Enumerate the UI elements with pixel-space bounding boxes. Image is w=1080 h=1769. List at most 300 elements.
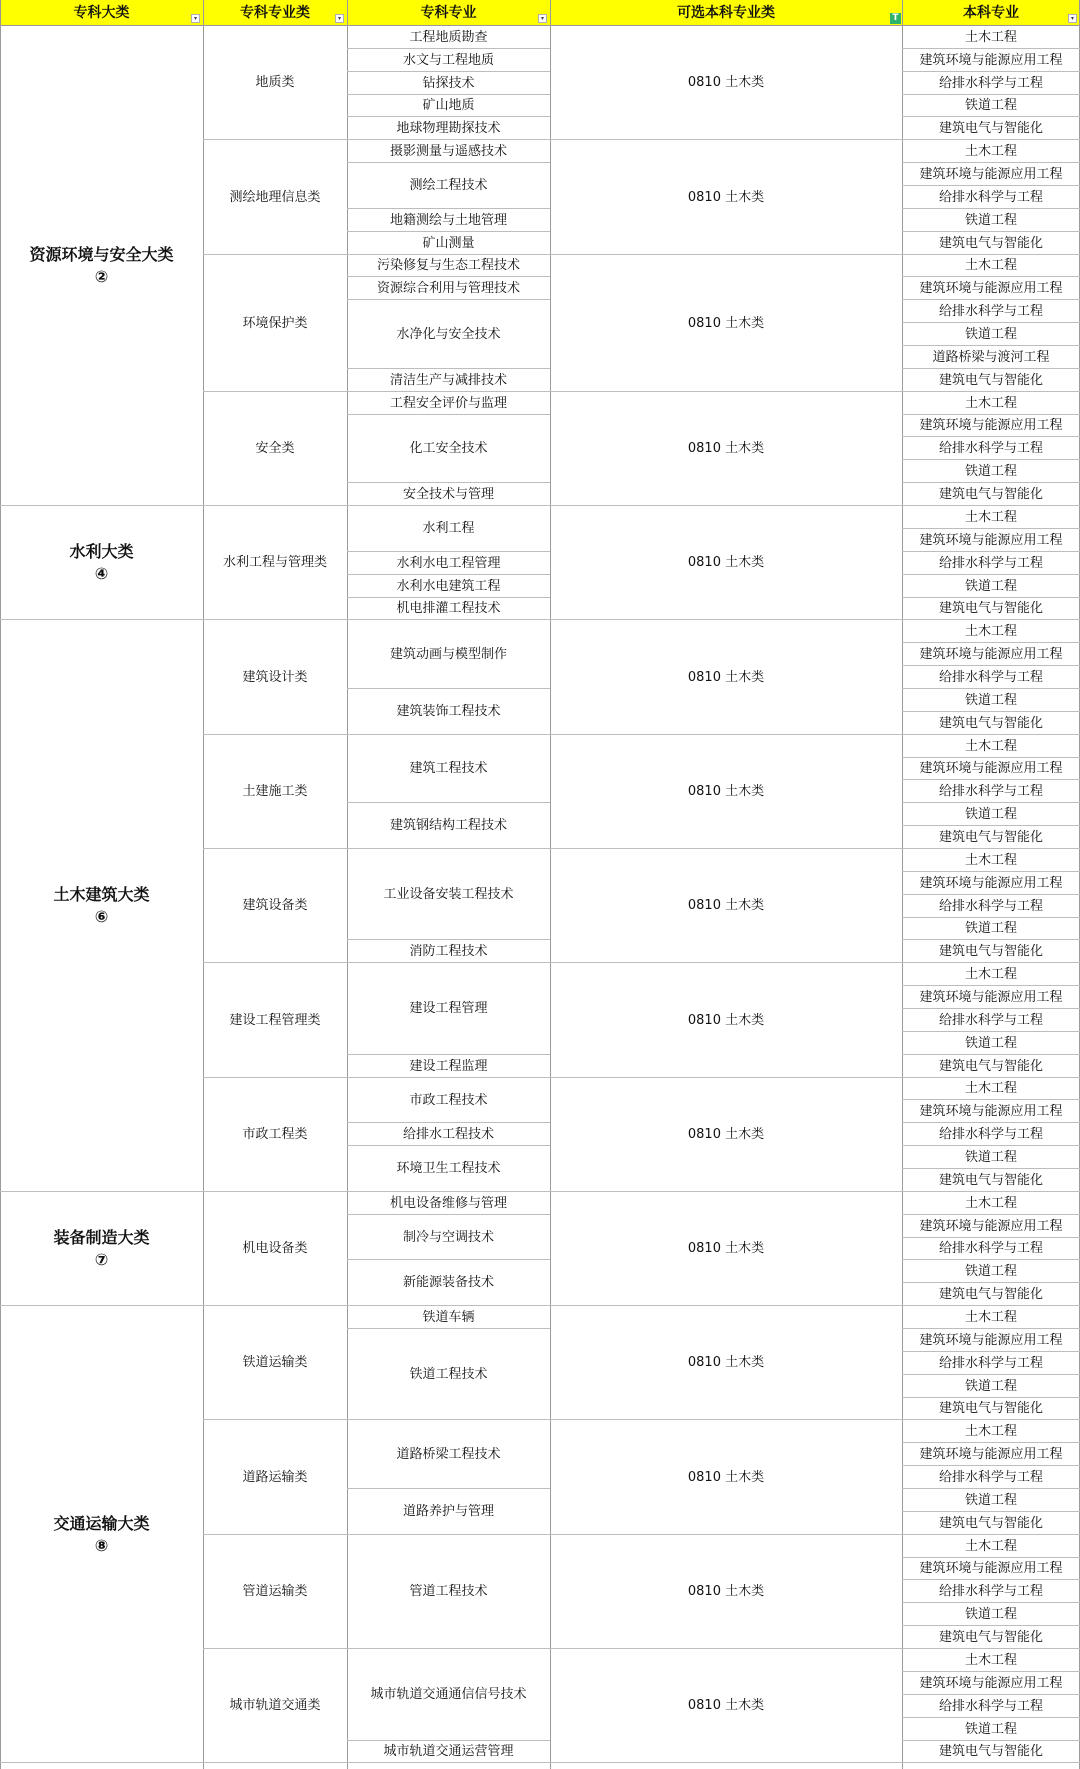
bachelor-major-cell[interactable]: 土木工程 <box>902 1649 1080 1672</box>
header-label: 本科专业 <box>963 5 1019 21</box>
grid-line <box>347 368 550 369</box>
bachelor-major-cell[interactable]: 道路桥梁与渡河工程 <box>902 346 1080 369</box>
bachelor-major-cell[interactable]: 建筑环境与能源应用工程 <box>902 1215 1080 1238</box>
grid-line <box>347 505 550 506</box>
bachelor-major-cell[interactable]: 给排水科学与工程 <box>902 186 1080 209</box>
major-cell[interactable]: 消防工程技术 <box>347 940 550 963</box>
grid-line <box>902 1145 1080 1146</box>
grid-line <box>0 25 1080 26</box>
grid-line <box>902 71 1080 72</box>
major-cell[interactable]: 污染修复与生态工程技术 <box>347 255 550 277</box>
grid-line <box>902 459 1080 460</box>
grid-line <box>347 1214 550 1215</box>
grid-line <box>203 734 347 735</box>
bachelor-major-cell[interactable]: 建筑环境与能源应用工程 <box>902 872 1080 895</box>
grid-line <box>902 1557 1080 1558</box>
grid-line <box>902 345 1080 346</box>
grid-line <box>347 734 550 735</box>
header-bachelor-major[interactable] <box>902 0 1080 26</box>
grid-line <box>347 94 550 95</box>
grid-line <box>203 1305 347 1306</box>
bachelor-major-cell[interactable]: 建筑环境与能源应用工程 <box>902 415 1080 437</box>
bachelor-major-cell[interactable]: 土木工程 <box>902 1535 1080 1558</box>
bachelor-major-cell[interactable]: 建筑环境与能源应用工程 <box>902 1672 1080 1695</box>
grid-line <box>902 1762 1080 1763</box>
major-cell[interactable]: 城市轨道交通运营管理 <box>347 1741 550 1763</box>
major-cell[interactable]: 建筑钢结构工程技术 <box>347 803 550 849</box>
bachelor-major-cell[interactable]: 铁道工程 <box>902 460 1080 483</box>
major-class-cell[interactable]: 机电设备类 <box>203 1192 347 1306</box>
bachelor-major-cell[interactable]: 建筑电气与智能化 <box>902 598 1080 620</box>
grid-line <box>902 962 1080 963</box>
bachelor-class-cell[interactable]: 0810 土木类 <box>550 1420 902 1535</box>
bachelor-major-cell[interactable]: 给排水科学与工程 <box>902 666 1080 689</box>
grid-line <box>902 1602 1080 1603</box>
grid-line <box>347 1305 550 1306</box>
bachelor-major-cell[interactable]: 建筑电气与智能化 <box>902 1398 1080 1420</box>
grid-line <box>902 116 1080 117</box>
major-class-cell[interactable]: 土建施工类 <box>203 735 347 849</box>
grid-line <box>347 1259 550 1260</box>
bachelor-major-cell[interactable]: 给排水科学与工程 <box>902 895 1080 918</box>
grid-line <box>902 368 1080 369</box>
grid-line <box>347 276 550 277</box>
grid-line <box>902 162 1080 163</box>
grid-line <box>902 1717 1080 1718</box>
grid-line <box>902 1054 1080 1055</box>
bachelor-major-cell[interactable]: 铁道工程 <box>902 1260 1080 1283</box>
grid-line <box>902 528 1080 529</box>
grid-line <box>902 254 1080 255</box>
major-category-cell[interactable] <box>0 1306 203 1763</box>
grid-line <box>347 71 550 72</box>
major-cell[interactable]: 道路桥梁工程技术 <box>347 1420 550 1489</box>
grid-line <box>902 322 1080 323</box>
major-cell[interactable]: 建筑装饰工程技术 <box>347 689 550 735</box>
bachelor-class-cell[interactable]: 0810 土木类 <box>550 140 902 255</box>
filter-dropdown-icon[interactable]: ▾ <box>1068 14 1077 23</box>
bachelor-major-cell[interactable]: 铁道工程 <box>902 918 1080 940</box>
major-cell[interactable]: 城市轨道交通通信信号技术 <box>347 1649 550 1741</box>
header-label: 可选本科专业类 <box>677 5 775 21</box>
bachelor-major-cell[interactable]: 铁道工程 <box>902 1146 1080 1169</box>
major-cell[interactable]: 矿山测量 <box>347 232 550 255</box>
major-cell[interactable]: 机电设备维修与管理 <box>347 1192 550 1215</box>
bachelor-major-cell[interactable]: 给排水科学与工程 <box>902 1466 1080 1489</box>
bachelor-major-cell[interactable]: 建筑电气与智能化 <box>902 1055 1080 1078</box>
category-number: ⑧ <box>94 1535 109 1555</box>
grid-line <box>902 825 1080 826</box>
grid-line <box>902 939 1080 940</box>
bachelor-class-cell[interactable]: 0810 土木类 <box>550 735 902 849</box>
grid-line <box>902 139 1080 140</box>
major-class-cell[interactable]: 地质类 <box>203 26 347 140</box>
grid-line <box>0 1191 203 1192</box>
grid-line <box>347 848 550 849</box>
bachelor-major-cell[interactable]: 土木工程 <box>902 735 1080 758</box>
active-filter-icon[interactable]: T <box>890 13 901 24</box>
bachelor-class-cell[interactable]: 0810 土木类 <box>550 1535 902 1649</box>
bachelor-major-cell[interactable]: 建筑电气与智能化 <box>902 826 1080 849</box>
bachelor-major-cell[interactable]: 铁道工程 <box>902 689 1080 712</box>
major-cell[interactable]: 新能源装备技术 <box>347 1260 550 1306</box>
grid-line <box>902 1191 1080 1192</box>
grid-line <box>902 276 1080 277</box>
bachelor-major-cell[interactable]: 建筑环境与能源应用工程 <box>902 1443 1080 1466</box>
bachelor-major-cell[interactable]: 建筑环境与能源应用工程 <box>902 1100 1080 1123</box>
grid-line <box>0 0 1 1769</box>
grid-line <box>902 1442 1080 1443</box>
bachelor-major-cell[interactable]: 建筑电气与智能化 <box>902 117 1080 140</box>
major-cell[interactable]: 安全技术与管理 <box>347 483 550 506</box>
major-cell[interactable]: 资源综合利用与管理技术 <box>347 277 550 300</box>
grid-line <box>902 1305 1080 1306</box>
bachelor-major-cell[interactable]: 土木工程 <box>902 26 1080 49</box>
grid-line <box>347 1419 550 1420</box>
major-cell[interactable]: 环境卫生工程技术 <box>347 1146 550 1192</box>
grid-line <box>902 48 1080 49</box>
major-class-cell[interactable]: 环境保护类 <box>203 255 347 392</box>
grid-line <box>347 802 550 803</box>
bachelor-major-cell[interactable]: 土木工程 <box>902 392 1080 415</box>
bachelor-major-cell[interactable]: 土木工程 <box>902 849 1080 872</box>
grid-line <box>902 1671 1080 1672</box>
grid-line <box>0 1762 203 1763</box>
bachelor-class-cell[interactable]: 0810 土木类 <box>550 963 902 1078</box>
grid-line <box>347 1488 550 1489</box>
grid-line <box>902 1419 1080 1420</box>
grid-line <box>902 482 1080 483</box>
major-cell[interactable]: 化工安全技术 <box>347 415 550 483</box>
grid-line <box>902 208 1080 209</box>
grid-line <box>203 139 347 140</box>
grid-line <box>347 551 550 552</box>
grid-line <box>347 1762 550 1763</box>
bachelor-major-cell[interactable]: 土木工程 <box>902 255 1080 277</box>
bachelor-major-cell[interactable]: 铁道工程 <box>902 1718 1080 1741</box>
major-cell[interactable]: 机电排灌工程技术 <box>347 598 550 620</box>
header-label: 专科专业类 <box>240 5 310 21</box>
grid-line <box>902 1282 1080 1283</box>
bachelor-major-cell[interactable]: 给排水科学与工程 <box>902 1123 1080 1146</box>
filter-dropdown-icon[interactable]: ▾ <box>335 14 344 23</box>
major-category-cell[interactable] <box>0 620 203 1192</box>
major-class-cell[interactable]: 道路运输类 <box>203 1420 347 1535</box>
major-cell[interactable]: 制冷与空调技术 <box>347 1215 550 1260</box>
bachelor-major-cell[interactable]: 建筑电气与智能化 <box>902 1283 1080 1306</box>
major-class-cell[interactable]: 建设工程管理类 <box>203 963 347 1078</box>
filter-dropdown-icon[interactable]: ▾ <box>538 14 547 23</box>
major-cell[interactable]: 矿山地质 <box>347 95 550 117</box>
bachelor-major-cell[interactable]: 建筑电气与智能化 <box>902 232 1080 255</box>
bachelor-major-cell[interactable]: 建筑环境与能源应用工程 <box>902 643 1080 666</box>
grid-line <box>0 619 203 620</box>
grid-line <box>347 1077 550 1078</box>
major-class-cell[interactable]: 水利工程与管理类 <box>203 506 347 620</box>
grid-line <box>550 139 902 140</box>
header-major[interactable] <box>347 0 550 26</box>
bachelor-major-cell[interactable]: 建筑电气与智能化 <box>902 1169 1080 1192</box>
bachelor-major-cell[interactable]: 给排水科学与工程 <box>902 1695 1080 1718</box>
bachelor-major-cell[interactable]: 铁道工程 <box>902 1603 1080 1626</box>
bachelor-major-cell[interactable]: 铁道工程 <box>902 575 1080 598</box>
header-major-category[interactable] <box>0 0 203 26</box>
major-cell[interactable]: 测绘工程技术 <box>347 163 550 209</box>
major-class-cell[interactable]: 市政工程类 <box>203 1078 347 1192</box>
bachelor-major-cell[interactable]: 建筑环境与能源应用工程 <box>902 163 1080 186</box>
bachelor-major-cell[interactable]: 给排水科学与工程 <box>902 1009 1080 1032</box>
grid-line <box>902 414 1080 415</box>
bachelor-class-cell[interactable]: 0810 土木类 <box>550 849 902 963</box>
major-cell[interactable]: 摄影测量与遥感技术 <box>347 140 550 163</box>
bachelor-major-cell[interactable]: 建筑环境与能源应用工程 <box>902 758 1080 780</box>
bachelor-major-cell[interactable]: 建筑电气与智能化 <box>902 1626 1080 1649</box>
grid-line <box>347 1328 550 1329</box>
bachelor-major-cell[interactable]: 建筑电气与智能化 <box>902 940 1080 963</box>
grid-line <box>902 757 1080 758</box>
grid-line <box>203 1762 347 1763</box>
grid-line <box>203 1648 347 1649</box>
bachelor-major-cell[interactable]: 给排水科学与工程 <box>902 780 1080 803</box>
grid-line <box>0 505 203 506</box>
bachelor-major-cell[interactable]: 铁道工程 <box>902 95 1080 117</box>
grid-line <box>902 1237 1080 1238</box>
grid-line <box>347 1054 550 1055</box>
grid-line <box>550 962 902 963</box>
major-cell[interactable]: 钻探技术 <box>347 72 550 95</box>
grid-line <box>902 551 1080 552</box>
major-cell[interactable]: 道路养护与管理 <box>347 1489 550 1535</box>
major-cell[interactable]: 市政工程技术 <box>347 1078 550 1123</box>
major-cell[interactable]: 铁道车辆 <box>347 1306 550 1329</box>
major-class-cell[interactable]: 建筑设备类 <box>203 849 347 963</box>
bachelor-major-cell[interactable]: 铁道工程 <box>902 803 1080 826</box>
major-cell[interactable]: 建设工程监理 <box>347 1055 550 1078</box>
bachelor-major-cell[interactable]: 土木工程 <box>902 620 1080 643</box>
grid-line <box>902 1008 1080 1009</box>
major-cell[interactable]: 水利工程 <box>347 506 550 552</box>
category-name: 土木建筑大类 <box>53 885 150 904</box>
grid-line <box>902 871 1080 872</box>
grid-line <box>347 162 550 163</box>
major-class-cell[interactable]: 测绘地理信息类 <box>203 140 347 255</box>
bachelor-class-cell[interactable]: 0810 土木类 <box>550 1649 902 1763</box>
grid-line <box>347 254 550 255</box>
grid-line <box>902 734 1080 735</box>
grid-line <box>902 642 1080 643</box>
bachelor-major-cell[interactable]: 给排水科学与工程 <box>902 1580 1080 1603</box>
major-cell[interactable]: 建设工程管理 <box>347 963 550 1055</box>
bachelor-major-cell[interactable]: 土木工程 <box>902 1078 1080 1100</box>
grid-line <box>902 711 1080 712</box>
grid-line <box>347 1648 550 1649</box>
grid-line <box>347 231 550 232</box>
category-number: ⑦ <box>94 1250 109 1269</box>
bachelor-major-cell[interactable]: 给排水科学与工程 <box>902 300 1080 323</box>
grid-line <box>902 1488 1080 1489</box>
major-cell[interactable]: 铁道工程技术 <box>347 1329 550 1420</box>
grid-line <box>550 505 902 506</box>
bachelor-major-cell[interactable]: 建筑电气与智能化 <box>902 483 1080 506</box>
header-label: 专科大类 <box>73 5 130 21</box>
grid-line <box>203 254 347 255</box>
grid-line <box>203 962 347 963</box>
bachelor-major-cell[interactable]: 土木工程 <box>902 140 1080 163</box>
major-cell[interactable]: 水文与工程地质 <box>347 49 550 72</box>
bachelor-major-cell[interactable]: 建筑环境与能源应用工程 <box>902 986 1080 1009</box>
major-class-cell[interactable]: 城市轨道交通类 <box>203 1649 347 1763</box>
grid-line <box>550 391 902 392</box>
major-category-cell[interactable] <box>0 1192 203 1306</box>
bachelor-class-cell[interactable]: 0810 土木类 <box>550 255 902 392</box>
major-cell[interactable]: 给排水工程技术 <box>347 1123 550 1146</box>
bachelor-class-cell[interactable]: 0810 土木类 <box>550 26 902 140</box>
bachelor-major-cell[interactable]: 土木工程 <box>902 506 1080 529</box>
grid-line <box>347 0 348 1769</box>
grid-line <box>550 1419 902 1420</box>
major-cell[interactable]: 工业设备安装工程技术 <box>347 849 550 940</box>
grid-line <box>902 688 1080 689</box>
major-cell[interactable]: 建筑动画与模型制作 <box>347 620 550 689</box>
bachelor-major-cell[interactable]: 铁道工程 <box>902 1375 1080 1398</box>
bachelor-major-cell[interactable]: 建筑环境与能源应用工程 <box>902 277 1080 300</box>
bachelor-class-cell[interactable]: 0810 土木类 <box>550 620 902 735</box>
major-cell[interactable]: 工程安全评价与监理 <box>347 392 550 415</box>
grid-line <box>902 848 1080 849</box>
major-cell[interactable]: 管道工程技术 <box>347 1535 550 1649</box>
grid-line <box>902 1740 1080 1741</box>
major-class-cell[interactable]: 管道运输类 <box>203 1535 347 1649</box>
bachelor-major-cell[interactable]: 给排水科学与工程 <box>902 1238 1080 1260</box>
grid-line <box>347 482 550 483</box>
grid-line <box>347 597 550 598</box>
grid-line <box>347 1740 550 1741</box>
grid-line <box>902 1625 1080 1626</box>
grid-line <box>902 185 1080 186</box>
bachelor-major-cell[interactable]: 给排水科学与工程 <box>902 437 1080 460</box>
grid-line <box>902 299 1080 300</box>
grid-line <box>347 574 550 575</box>
grid-line <box>550 619 902 620</box>
bachelor-major-cell[interactable]: 建筑电气与智能化 <box>902 1741 1080 1763</box>
bachelor-major-cell[interactable]: 土木工程 <box>902 963 1080 986</box>
bachelor-major-cell[interactable]: 建筑电气与智能化 <box>902 712 1080 735</box>
grid-line <box>203 619 347 620</box>
bachelor-major-cell[interactable]: 铁道工程 <box>902 323 1080 346</box>
bachelor-major-cell[interactable]: 建筑环境与能源应用工程 <box>902 1329 1080 1352</box>
grid-line <box>902 597 1080 598</box>
grid-line <box>902 1534 1080 1535</box>
bachelor-class-cell[interactable]: 0810 土木类 <box>550 1192 902 1306</box>
bachelor-major-cell[interactable]: 铁道工程 <box>902 209 1080 232</box>
major-cell[interactable]: 水利水电建筑工程 <box>347 575 550 598</box>
major-cell[interactable]: 地球物理勘探技术 <box>347 117 550 140</box>
bachelor-major-cell[interactable]: 土木工程 <box>902 1306 1080 1329</box>
grid-line <box>902 985 1080 986</box>
major-category-cell[interactable] <box>0 506 203 620</box>
grid-line <box>902 1099 1080 1100</box>
grid-line <box>902 1168 1080 1169</box>
bachelor-major-cell[interactable]: 建筑环境与能源应用工程 <box>902 49 1080 72</box>
grid-line <box>203 391 347 392</box>
major-cell[interactable]: 水净化与安全技术 <box>347 300 550 369</box>
header-bachelor-class[interactable] <box>550 0 902 26</box>
category-name: 水利大类 <box>69 542 134 561</box>
grid-line <box>902 1214 1080 1215</box>
grid-line <box>203 1534 347 1535</box>
grid-line <box>550 1305 902 1306</box>
bachelor-class-cell[interactable]: 0810 土木类 <box>550 506 902 620</box>
grid-line <box>902 1259 1080 1260</box>
grid-line <box>203 0 204 1769</box>
grid-line <box>902 779 1080 780</box>
bachelor-class-cell[interactable]: 0810 土木类 <box>550 392 902 506</box>
grid-line <box>902 917 1080 918</box>
category-number: ⑥ <box>94 907 109 926</box>
major-cell[interactable]: 水利水电工程管理 <box>347 552 550 575</box>
grid-line <box>902 436 1080 437</box>
grid-line <box>902 505 1080 506</box>
grid-line <box>347 619 550 620</box>
grid-line <box>902 1579 1080 1580</box>
category-number: ④ <box>94 564 109 583</box>
category-number: ② <box>94 267 109 286</box>
bachelor-major-cell[interactable]: 土木工程 <box>902 1192 1080 1215</box>
bachelor-class-cell[interactable]: 0810 土木类 <box>550 1306 902 1420</box>
grid-line <box>902 94 1080 95</box>
bachelor-major-cell[interactable]: 铁道工程 <box>902 1489 1080 1512</box>
bachelor-major-cell[interactable]: 建筑电气与智能化 <box>902 1512 1080 1535</box>
grid-line <box>550 1648 902 1649</box>
category-name: 装备制造大类 <box>53 1228 150 1247</box>
grid-line <box>347 116 550 117</box>
grid-line <box>347 414 550 415</box>
bachelor-major-cell[interactable]: 给排水科学与工程 <box>902 72 1080 95</box>
bachelor-major-cell[interactable]: 铁道工程 <box>902 1032 1080 1055</box>
bachelor-class-cell[interactable]: 0810 土木类 <box>550 1078 902 1192</box>
grid-line <box>347 939 550 940</box>
grid-line <box>347 688 550 689</box>
major-cell[interactable]: 清洁生产与减排技术 <box>347 369 550 392</box>
major-class-cell[interactable]: 建筑设计类 <box>203 620 347 735</box>
bachelor-major-cell[interactable]: 建筑电气与智能化 <box>902 369 1080 392</box>
bachelor-major-cell[interactable]: 土木工程 <box>902 1420 1080 1443</box>
major-cell[interactable]: 地籍测绘与土地管理 <box>347 209 550 232</box>
major-cell[interactable]: 工程地质勘查 <box>347 26 550 49</box>
major-cell[interactable]: 建筑工程技术 <box>347 735 550 803</box>
grid-line <box>347 139 550 140</box>
grid-line <box>902 802 1080 803</box>
grid-line <box>347 962 550 963</box>
bachelor-major-cell[interactable]: 建筑环境与能源应用工程 <box>902 529 1080 552</box>
header-major-class[interactable] <box>203 0 347 26</box>
major-category-cell[interactable] <box>0 26 203 506</box>
major-class-cell[interactable]: 铁道运输类 <box>203 1306 347 1420</box>
major-class-cell[interactable]: 安全类 <box>203 392 347 506</box>
filter-dropdown-icon[interactable]: ▾ <box>191 14 200 23</box>
grid-line <box>902 574 1080 575</box>
grid-line <box>902 1511 1080 1512</box>
bachelor-major-cell[interactable]: 给排水科学与工程 <box>902 552 1080 575</box>
grid-line <box>203 505 347 506</box>
bachelor-major-cell[interactable]: 给排水科学与工程 <box>902 1352 1080 1375</box>
grid-line <box>902 894 1080 895</box>
grid-line <box>347 1122 550 1123</box>
bachelor-major-cell[interactable]: 建筑环境与能源应用工程 <box>902 1558 1080 1580</box>
grid-line <box>902 391 1080 392</box>
grid-line <box>550 254 902 255</box>
grid-line <box>203 1419 347 1420</box>
